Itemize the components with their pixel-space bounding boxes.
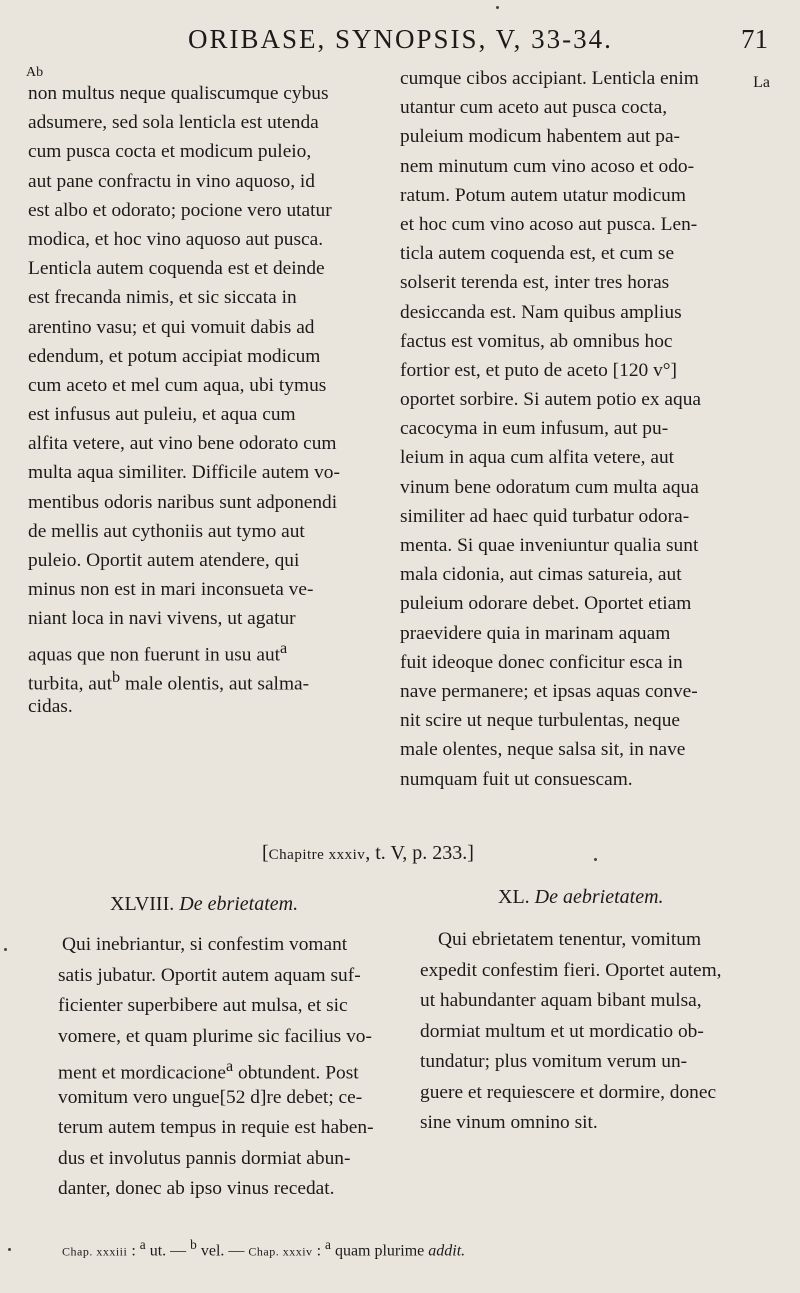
text-line: modica, et hoc vino aquoso aut pusca. [28,228,324,250]
text-line: numquam fuit ut consuescam. [400,768,633,790]
print-speck [8,1248,11,1251]
text-line: fuit ideoque donec conficitur esca in [400,651,683,673]
page-number: 71 [741,24,768,54]
text-line: aut pane confractu in vino aquoso, id [28,170,316,192]
chapter-label: Chapitre xxxiv [268,847,366,863]
chapter-location: , t. V, p. 233.] [365,842,474,864]
text-line: male olentes, neque salsa sit, in nave [400,739,686,761]
text-line: ficienter superbibere aut mulsa, et sic [58,995,348,1016]
text-line: edendum, et potum accipiat modicum [28,345,321,367]
footnote-addit: addit. [428,1242,466,1260]
catchword: La [753,74,770,91]
text-line [58,1052,394,1083]
text-line: puleio. Oportit autem atendere, qui [28,550,300,571]
text-line: cacocyma in eum infusum, aut pu- [400,418,669,440]
text-line: sine vinum omnino sit. [420,1112,598,1133]
text-line: alfita vetere, aut vino bene odorato cum [28,433,337,455]
text-line: utantur cum aceto aut pusca cocta, [400,97,668,119]
section-numeral: XLVIII. [110,893,175,915]
right-section-text [420,925,776,1139]
footnote-text: : [312,1242,326,1260]
print-speck [4,948,7,951]
text-line [28,663,384,695]
text-line: adsumere, sed sola lenticla est utenda [28,112,319,134]
text-line: vomitum vero ungue[52 d]re debet; ce- [58,1086,363,1108]
text-line: danter, donec ab ipso vinus recedat. [58,1178,335,1199]
text-line: nem minutum cum vino acoso et odo- [400,155,695,177]
footnote-marker: a [280,639,288,657]
footnote-chapter: Chap. xxxiv [248,1244,313,1259]
text-line: et hoc cum vino acoso aut pusca. Len- [400,213,698,235]
text-line: satis jubatur. Oportit autem aquam suf- [58,964,361,986]
text-line: praevidere quia in marinam aquam [400,622,671,644]
footnote-marker: a [225,1058,234,1075]
text-line: arentino vasu; et qui vomuit dabis ad [28,316,315,338]
footnote [62,1237,465,1260]
section-name: De aebrietatem. [534,886,664,908]
running-title: ORIBASE, SYNOPSIS, V, 33-34. [188,24,613,54]
section-name: De ebrietatem. [179,893,299,915]
chapter-reference [262,842,474,865]
text-line: cidas. [28,695,73,717]
print-speck [594,858,597,861]
left-section-title [110,893,298,916]
text-line: mentibus odoris naribus sunt adponendi [28,491,338,513]
text-line: dormiat multum et ut mordicatio ob- [420,1020,704,1042]
footnote-chapter: Chap. xxxiii [62,1244,128,1259]
bracket: [ [262,842,269,864]
text-line: puleium odorare debet. Oportet etiam [400,593,692,615]
margin-note: Ab [26,65,44,80]
print-speck [496,6,499,9]
text-line: niant loca in navi vivens, ut agatur [28,608,296,630]
line-text: turbita, aut [28,673,113,695]
text-line: guere et requiescere et dormire, donec [420,1081,717,1103]
line-text: aquas que non fuerunt in usu aut [28,644,281,666]
text-line: tundatur; plus vomitum verum un- [420,1051,688,1072]
text-line [28,634,384,666]
text-line: Lenticla autem coquenda est et deinde [28,258,325,280]
footnote-text: vel. — [196,1242,249,1260]
line-text: male olentis, aut salma- [120,673,310,695]
left-column-text [28,79,384,721]
text-line: ticla autem coquenda est, et cum se [400,243,675,265]
text-line: factus est vomitus, ab omnibus hoc [400,330,673,352]
line-text: obtundent. Post [233,1062,359,1084]
text-line: ut habundanter aquam bibant mulsa, [420,990,702,1011]
line-text: ment et mordicacione [58,1062,226,1084]
text-line: solserit terenda est, inter tres horas [400,272,670,294]
text-line: menta. Si quae inveniuntur qualia sunt [400,535,699,556]
text-line: puleium modicum habentem aut pa- [400,126,681,148]
right-section-title [498,886,664,909]
footnote-marker: b [112,668,121,686]
footnote-text: quam plurime [330,1242,429,1260]
text-line: leium in aqua cum alfita vetere, aut [400,447,675,469]
text-line: Qui inebriantur, si confestim vomant [62,934,348,955]
text-line: minus non est in mari inconsueta ve- [28,579,314,601]
text-line: oportet sorbire. Si autem potio ex aqua [400,389,702,411]
text-line: est infusus aut puleiu, et aqua cum [28,404,296,426]
text-line: cum pusca cocta et modicum puleio, [28,141,312,163]
left-section-text [58,930,394,1205]
text-line: nave permanere; et ipsas aquas conve- [400,680,698,702]
text-line: desiccanda est. Nam quibus amplius [400,301,682,323]
text-line: vinum bene odoratum cum multa aqua [400,476,699,498]
section-numeral: XL. [498,886,530,908]
text-line: cumque cibos accipiant. Lenticla enim [400,68,699,89]
text-line: dus et involutus pannis dormiat abun- [58,1147,351,1169]
text-line: est albo et odorato; pocione vero utatur [28,199,332,221]
text-line: vomere, et quam plurime sic facilius vo- [58,1025,372,1047]
text-line: Qui ebrietatem tenentur, vomitum [438,929,702,950]
right-column-text [400,64,776,794]
text-line: non multus neque qualiscumque cybus [28,83,329,104]
text-line: est frecanda nimis, et sic siccata in [28,287,297,309]
text-line: multa aqua similiter. Difficile autem vo- [28,462,340,484]
text-line: nit scire ut neque turbulentas, neque [400,710,680,732]
text-line: de mellis aut cythoniis aut tymo aut [28,520,305,542]
footnote-marker: b [190,1237,197,1252]
text-line: expedit confestim fieri. Oportet autem, [420,959,722,981]
text-line: mala cidonia, aut cimas satureia, aut [400,564,682,586]
footnote-text: ut. — [145,1242,191,1260]
text-line: ratum. Potum autem utatur modicum [400,184,686,206]
text-line: similiter ad haec quid turbatur odora- [400,505,690,527]
footnote-marker: a [325,1237,331,1252]
text-line: terum autem tempus in requie est haben- [58,1117,374,1138]
text-line: cum aceto et mel cum aqua, ubi tymus [28,374,327,396]
text-line: fortior est, et puto de aceto [120 v°] [400,359,677,381]
footnote-marker: a [139,1237,146,1252]
footnote-text: : [127,1242,140,1260]
